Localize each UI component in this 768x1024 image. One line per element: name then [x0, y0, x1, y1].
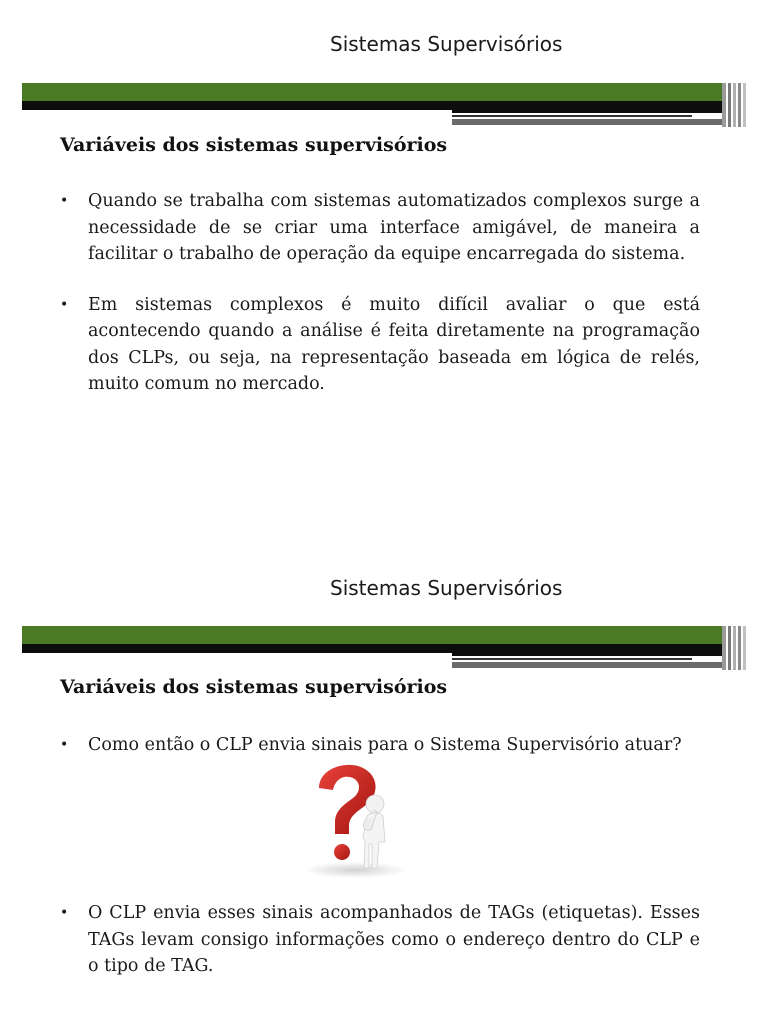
bullet-text: Quando se trabalha com sistemas automatizados complexos surge a necessidade de se criar uma interface amigável, de maneira a facilitar o trabalho de operação da equipe encarregada do sistema. [88, 191, 700, 264]
section-heading: Variáveis dos sistemas supervisórios [60, 676, 448, 698]
bullet-marker: • [60, 193, 69, 209]
slide-2 [0, 512, 768, 1024]
list-item [60, 732, 700, 759]
bullet-marker: • [60, 296, 69, 313]
list-item [60, 292, 700, 398]
decorative-header-band [22, 626, 746, 670]
list-item [60, 188, 700, 268]
slide-title: Sistemas Supervisórios [330, 576, 563, 600]
bullet-text: Como então o CLP envia sinais para o Sistema Supervisório atuar? [88, 735, 682, 755]
slide-title: Sistemas Supervisórios [330, 32, 563, 56]
section-heading: Variáveis dos sistemas supervisórios [60, 134, 448, 156]
bullet-text: O CLP envia esses sinais acompanhados de TAGs (etiquetas). Esses TAGs levam consigo informações como o endereço dentro do CLP e o tipo de TAG. [88, 903, 700, 976]
bullet-marker: • [60, 905, 69, 921]
decorative-header-band [22, 83, 746, 127]
bullet-text: Em sistemas complexos é muito difícil avaliar o que está acontecendo quando a análise é feita diretamente na programação dos CLPs, ou seja, na representação baseada em lógica de relés, muito comum no mercado. [88, 294, 700, 394]
bullet-marker: • [60, 737, 69, 753]
list-item [60, 900, 700, 980]
thinking-person-question-mark-icon [293, 758, 417, 882]
bullet-list [60, 188, 700, 398]
